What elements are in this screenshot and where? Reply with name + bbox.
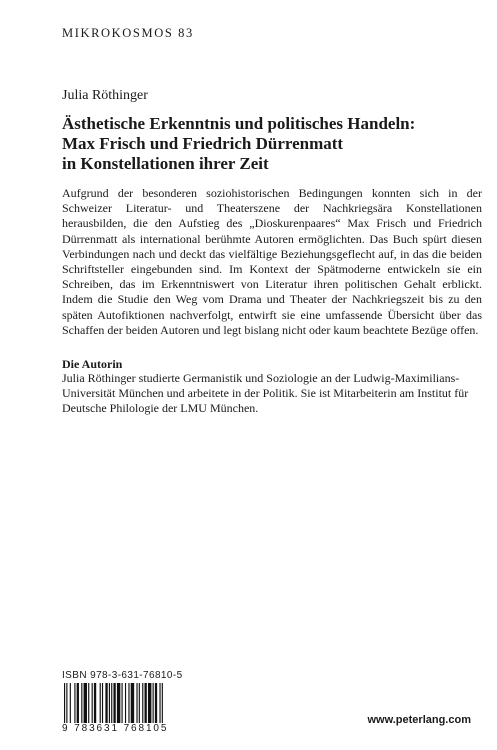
isbn-label: ISBN 978-3-631-76810-5	[62, 670, 183, 681]
barcode-bar	[139, 683, 140, 723]
barcode-bar	[66, 683, 67, 723]
barcode-bar	[155, 683, 157, 723]
book-title-line-3: in Konstellationen ihrer Zeit	[62, 154, 269, 173]
barcode-bar	[92, 683, 93, 723]
barcode-bar	[142, 683, 143, 723]
book-title-line-2: Max Frisch und Friedrich Dürrenmatt	[62, 134, 344, 153]
barcode-bar	[100, 683, 101, 723]
barcode-bar	[148, 683, 151, 723]
barcode-bar	[77, 683, 79, 723]
book-title	[62, 114, 482, 174]
barcode-bar	[159, 683, 160, 723]
barcode-bar	[74, 683, 75, 723]
barcode-bars	[62, 683, 204, 723]
barcode-bar	[131, 683, 134, 723]
book-title-line-1: Ästhetische Erkenntnis und politisches Handeln:	[62, 114, 416, 133]
author-bio-text: Julia Röthinger studierte Germanistik und Soziologie an der Ludwig-Maximilians-Universität München und arbeitete in der Politik. Sie ist Mitarbeiterin am Institut für Deutsche Philologie der LMU München.	[62, 371, 469, 416]
barcode-bar	[88, 683, 89, 723]
barcode-bar	[125, 683, 126, 723]
barcode-bar	[111, 683, 112, 723]
author-name: Julia Röthinger	[62, 88, 148, 103]
barcode-bar	[153, 683, 154, 723]
author-bio-heading: Die Autorin	[62, 357, 123, 371]
series-title: MIKROKOSMOS 83	[62, 26, 194, 40]
barcode-bar	[162, 683, 163, 723]
barcode-bar	[102, 683, 103, 723]
barcode-bar	[122, 683, 123, 723]
barcode-bar	[128, 683, 129, 723]
isbn-barcode	[62, 670, 204, 734]
barcode-digits: 9 783631 768105	[62, 723, 169, 734]
barcode-bar	[70, 683, 71, 723]
barcode-bar	[136, 683, 137, 723]
barcode-bar	[64, 683, 65, 723]
barcode-bar	[145, 683, 147, 723]
barcode-bar	[109, 683, 110, 723]
publisher-website: www.peterlang.com	[367, 714, 471, 726]
barcode-bar	[94, 683, 96, 723]
barcode-bar	[113, 683, 115, 723]
book-description: Aufgrund der besonderen soziohistorischen Bedingungen konnten sich in der Schweizer Literatur- und Theaterszene der Nachkriegsära Konstellationen herausbilden, die den Aufstieg des „Dioskurenpaares“ Max Frisch und Friedrich Dürrenmatt als international berühmte Autoren ermöglichten. Das Buch spürt diesen Verbindungen nach und deckt das vielfältige Beziehungsgeflecht auf, in das die beiden Schriftsteller eingebunden sind. Im Kontext der Spätmoderne entwickeln sie ein Schreiben, das im Erkenntniswert von Literatur ihren politischen Gehalt erblickt. Indem die Studie den Weg vom Drama und Theater der Nachkriegszeit bis zu den späten Autofiktionen nachverfolgt, entwirft sie eine umfassende Übersicht über das Schaffen der beiden Autoren und legt bislang nicht oder kaum beachtete Bezüge offen.	[62, 186, 482, 337]
barcode-bar	[105, 683, 107, 723]
barcode-bar	[84, 683, 87, 723]
barcode-bar	[81, 683, 82, 723]
barcode-bar	[117, 683, 120, 723]
